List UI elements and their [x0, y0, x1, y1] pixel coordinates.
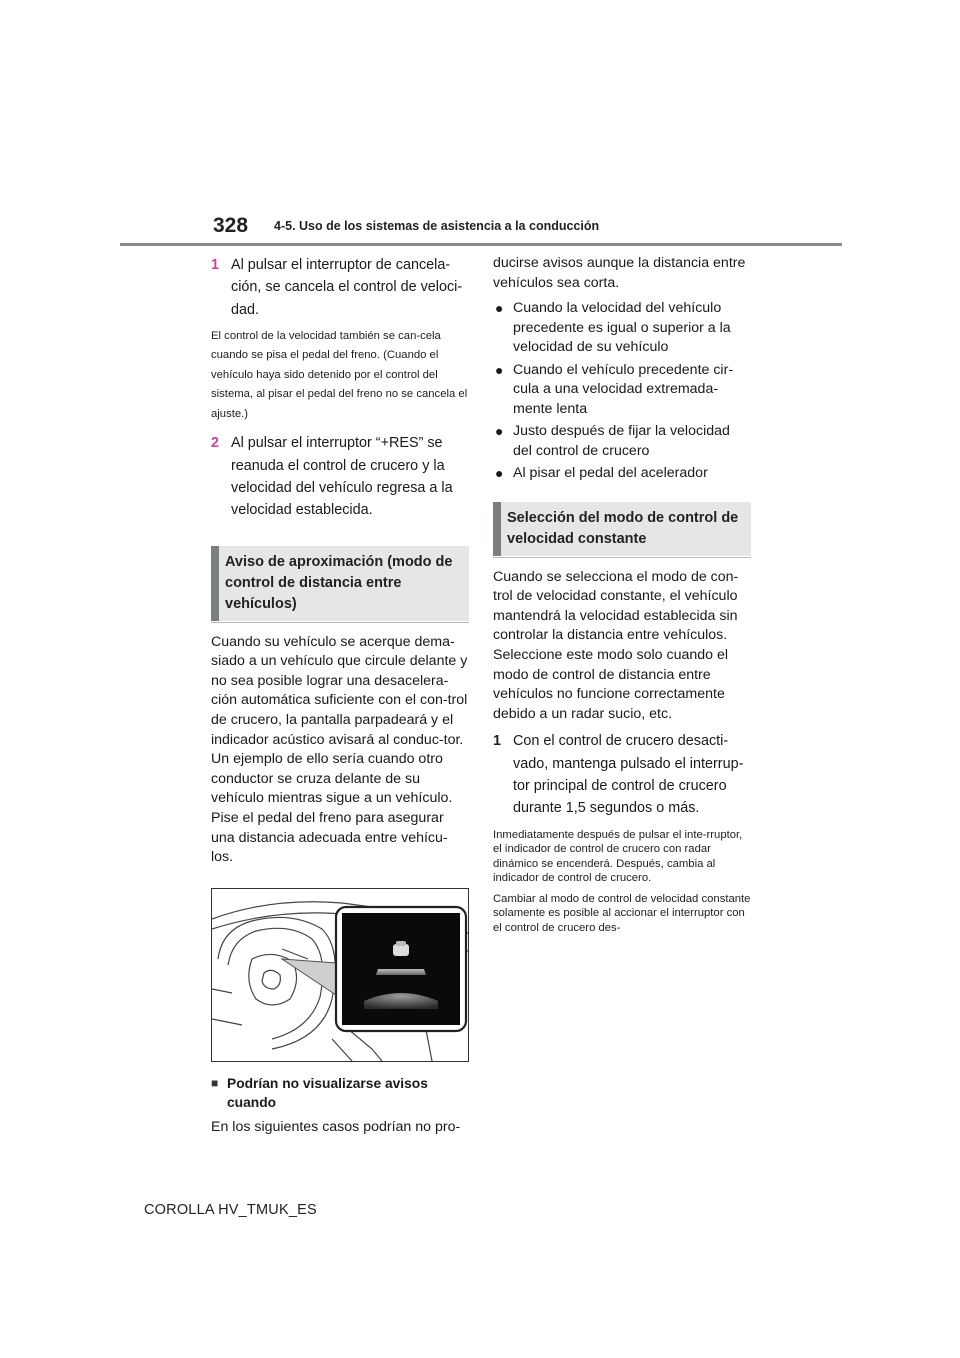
bullet-text: Cuando la velocidad del vehículo precedente es igual o superior a la velocidad de su vehículo — [513, 300, 731, 356]
note: El control de la velocidad también se can-cela cuando se pisa el pedal del freno. (Cuando el vehículo haya sido detenido por el control del sistema, al pisar el pedal del freno no se cancela el ajuste.) — [211, 329, 468, 420]
bullet-dot-icon: ● — [495, 423, 504, 440]
note: Inmediatamente después de pulsar el inte-rruptor, el indicador de control de crucero con radar dinámico se encenderá. Después, cambia al indicador de control de crucero. — [493, 828, 743, 885]
step-text: Al pulsar el interruptor de cancela-ción, se cancela el control de veloci-dad. — [231, 257, 463, 318]
right-column — [493, 254, 751, 935]
step-1 — [493, 730, 751, 819]
square-bullet-icon: ■ — [211, 1075, 219, 1090]
bullet-item — [493, 299, 751, 358]
note: Cambiar al modo de control de velocidad constante solamente es posible al accionar el interruptor con el control de crucero des- — [493, 892, 751, 934]
section-title: 4-5. Uso de los sistemas de asistencia a la conducción — [274, 219, 600, 233]
step-text: Con el control de crucero desacti-vado, mantenga pulsado el interrup-tor principal de control de crucero durante 1,5 segundos o más. — [513, 733, 744, 817]
sub-heading-text: Podrían no visualizarse avisos cuando — [227, 1075, 428, 1110]
bullet-text: Cuando el vehículo precedente cir-cula a una velocidad extremada-mente lenta — [513, 361, 734, 417]
header-rule — [120, 243, 842, 246]
paragraph: En los siguientes casos podrían no pro- — [211, 1118, 461, 1135]
footer-model-code: COROLLA HV_TMUK_ES — [144, 1202, 317, 1218]
bullet-dot-icon: ● — [495, 465, 504, 482]
paragraph: Cuando su vehículo se acerque dema-siado a un vehículo que circule delante y no sea posible lograr una desacelera-ción automática suficiente con el con-trol de crucero, la pantalla parpadeará y el indicador acústico avisará al conduc-tor. Un ejemplo de ello sería cuando otro conductor se cruza delante de su vehículo mientras sigue a un vehículo. Pise el pedal del freno para asegurar una distancia adecuada entre vehícu-los. — [211, 633, 468, 866]
figure-dashboard-warning — [211, 888, 469, 1062]
step-2 — [211, 432, 469, 521]
paragraph: Cuando se selecciona el modo de con-trol de velocidad constante, el vehículo mantendrá la velocidad establecida sin controlar la distancia entre vehículos. Seleccione este modo solo cuando el modo de control de distancia entre vehículos no funcione correctamente debido a un radar sucio, etc. — [493, 568, 739, 722]
step-number: 1 — [211, 257, 220, 273]
bullet-dot-icon: ● — [495, 300, 504, 317]
section-heading-approach-warning: Aviso de aproximación (modo de control de distancia entre vehículos) — [211, 546, 469, 621]
left-column — [211, 254, 469, 1137]
bullet-item — [493, 422, 751, 461]
step-number: 2 — [211, 435, 220, 452]
bullet-text: Justo después de fijar la velocidad del control de crucero — [513, 423, 730, 459]
paragraph: ducirse avisos aunque la distancia entre vehículos sea corta. — [493, 255, 746, 291]
sub-heading — [211, 1074, 469, 1112]
step-1 — [211, 254, 469, 321]
dashboard-illustration — [212, 889, 468, 1061]
step-text: Al pulsar el interruptor “+RES” se reanuda el control de crucero y la velocidad del vehículo regresa a la velocidad establecida. — [231, 435, 453, 519]
page-number: 328 — [213, 214, 249, 237]
bullet-item — [493, 361, 751, 420]
step-number: 1 — [493, 733, 502, 750]
bullet-text: Al pisar el pedal del acelerador — [513, 465, 708, 482]
bullet-dot-icon: ● — [495, 361, 504, 378]
bullet-item — [493, 464, 751, 484]
section-heading-constant-speed: Selección del modo de control de velocidad constante — [493, 502, 751, 556]
